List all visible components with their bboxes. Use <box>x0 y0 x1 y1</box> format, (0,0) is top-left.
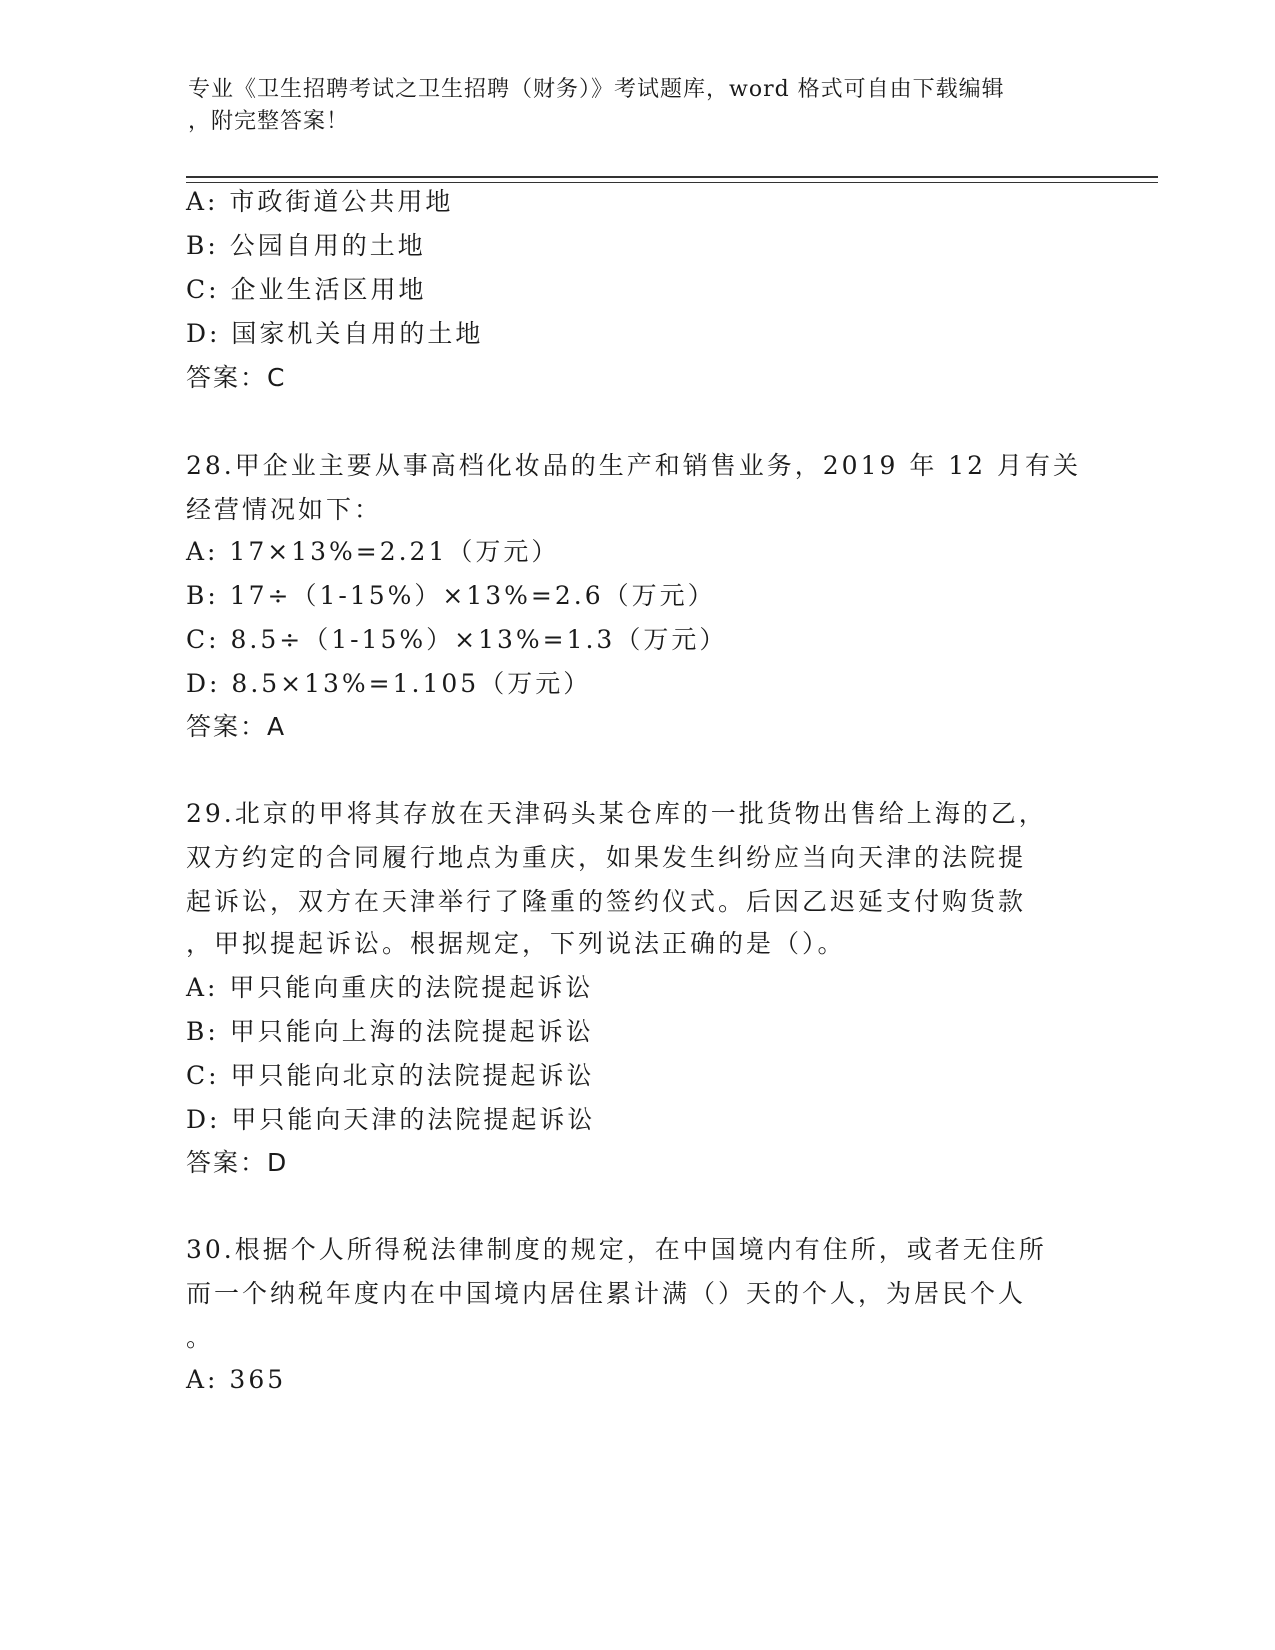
q29-question-line-2: 双方约定的合同履行地点为重庆，如果发生纠纷应当向天津的法院提 <box>186 843 1027 872</box>
q27-option-a: A: 市政街道公共用地 <box>186 187 454 216</box>
q29-option-c: C: 甲只能向北京的法院提起诉讼 <box>186 1061 595 1090</box>
q30-option-a: A: 365 <box>186 1365 287 1394</box>
q28-option-c: C: 8.5÷（1-15%）×13%=1.3（万元） <box>186 625 728 654</box>
q29-question-line-3: 起诉讼，双方在天津举行了隆重的签约仪式。后因乙迟延支付购货款 <box>186 887 1027 916</box>
q28-option-d: D: 8.5×13%=1.105（万元） <box>186 669 592 698</box>
header-divider-thin <box>186 182 1158 183</box>
q29-option-d: D: 甲只能向天津的法院提起诉讼 <box>186 1105 596 1134</box>
q29-answer: 答案：D <box>186 1148 289 1177</box>
q28-question-line-2: 经营情况如下： <box>186 495 383 524</box>
q29-option-a: A: 甲只能向重庆的法院提起诉讼 <box>186 973 594 1002</box>
q27-option-c: C: 企业生活区用地 <box>186 275 427 304</box>
q27-option-b: B: 公园自用的土地 <box>186 231 426 260</box>
q27-option-d: D: 国家机关自用的土地 <box>186 319 484 348</box>
header-divider-thick <box>186 176 1158 178</box>
header-line-1: 专业《卫生招聘考试之卫生招聘（财务）》考试题库，word 格式可自由下载编辑 <box>188 77 1005 102</box>
q30-question-line-1: 30.根据个人所得税法律制度的规定，在中国境内有住所，或者无住所 <box>186 1235 1047 1264</box>
q28-option-b: B: 17÷（1-15%）×13%=2.6（万元） <box>186 581 716 610</box>
q29-question-line-4: ，甲拟提起诉讼。根据规定，下列说法正确的是（）。 <box>186 929 846 958</box>
q28-option-a: A: 17×13%=2.21（万元） <box>186 537 560 566</box>
q30-question-line-2: 而一个纳税年度内在中国境内居住累计满（）天的个人，为居民个人 <box>186 1279 1027 1308</box>
q30-question-line-3: 。 <box>186 1323 215 1352</box>
q28-question-line-1: 28.甲企业主要从事高档化妆品的生产和销售业务，2019 年 12 月有关 <box>186 451 1082 480</box>
q28-answer: 答案：A <box>186 712 287 741</box>
header-line-2: ，附完整答案！ <box>188 109 350 134</box>
q29-option-b: B: 甲只能向上海的法院提起诉讼 <box>186 1017 594 1046</box>
document-header <box>188 74 1088 138</box>
q29-question-line-1: 29.北京的甲将其存放在天津码头某仓库的一批货物出售给上海的乙， <box>186 799 1047 828</box>
q27-answer: 答案：C <box>186 363 287 392</box>
